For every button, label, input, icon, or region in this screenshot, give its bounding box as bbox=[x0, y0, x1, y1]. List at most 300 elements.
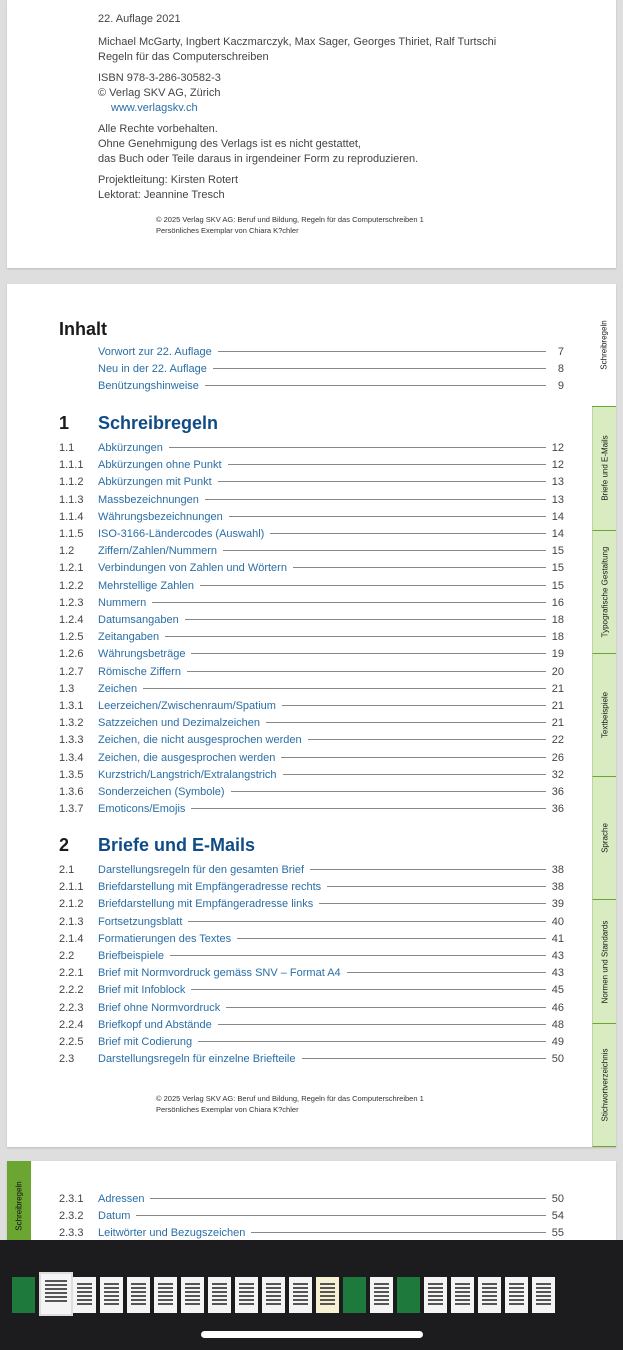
thumbnail-text-line bbox=[77, 1291, 92, 1293]
toc-entry-title[interactable]: Brief mit Infoblock bbox=[98, 984, 186, 997]
side-tab-textbeispiele[interactable] bbox=[592, 654, 616, 777]
thumbnail-text-line bbox=[77, 1295, 92, 1297]
page-thumbnail[interactable] bbox=[127, 1277, 154, 1313]
toc-entry[interactable] bbox=[59, 683, 564, 700]
toc-entry[interactable] bbox=[59, 459, 564, 476]
toc-entry-title[interactable]: Zeichen bbox=[98, 682, 138, 695]
toc-entry-page: 15 bbox=[551, 562, 564, 575]
toc-entry-page: 36 bbox=[551, 803, 564, 816]
thumbnail-text-line bbox=[266, 1283, 281, 1285]
toc-entry-title[interactable]: Brief ohne Normvordruck bbox=[98, 1001, 221, 1014]
thumbnail-text-line bbox=[45, 1284, 67, 1286]
toc-entry-title[interactable]: Briefbeispiele bbox=[98, 950, 165, 962]
toc-entry-title[interactable]: Briefdarstellung mit Empfängeradresse links bbox=[98, 898, 314, 911]
toc-leader-line bbox=[319, 903, 546, 904]
toc-entry[interactable] bbox=[59, 545, 564, 562]
chapter-number: 2 bbox=[59, 835, 70, 855]
thumbnail-text-line bbox=[320, 1303, 335, 1305]
toc-leader-line bbox=[302, 1058, 546, 1059]
toc-leader-line bbox=[293, 567, 546, 568]
toc-entry[interactable] bbox=[59, 898, 564, 915]
toc-entry-page: 14 bbox=[551, 528, 564, 540]
page-thumbnail[interactable] bbox=[478, 1277, 505, 1313]
toc-entry[interactable] bbox=[59, 363, 564, 380]
toc-leader-line bbox=[281, 757, 545, 758]
thumbnail-text-line bbox=[104, 1303, 119, 1305]
thumbnail-text-line bbox=[428, 1303, 443, 1305]
toc-leader-line bbox=[198, 1041, 546, 1042]
toc-entry[interactable] bbox=[59, 984, 564, 1001]
page-thumbnail[interactable] bbox=[154, 1277, 181, 1313]
toc-entry-number: 1.1.2 bbox=[59, 476, 84, 489]
toc-entry-title[interactable]: Abkürzungen mit Punkt bbox=[98, 476, 212, 489]
side-tab-label: Schreibregeln bbox=[599, 320, 609, 370]
toc-entry-title[interactable]: Neu in der 22. Auflage bbox=[98, 363, 207, 376]
toc-entry-title[interactable]: Abkürzungen ohne Punkt bbox=[98, 459, 222, 472]
thumbnail-text-line bbox=[158, 1287, 173, 1289]
toc-entry[interactable] bbox=[59, 864, 564, 881]
thumbnail-text-line bbox=[428, 1291, 443, 1293]
page-thumbnail[interactable] bbox=[181, 1277, 208, 1313]
toc-entry-page: 49 bbox=[551, 1036, 564, 1048]
toc-entry-title[interactable]: Römische Ziffern bbox=[98, 665, 181, 678]
thumbnail-text-line bbox=[374, 1295, 389, 1297]
toc-entry-number: 2.3 bbox=[59, 1053, 75, 1066]
thumbnail-text-line bbox=[158, 1295, 173, 1297]
chapter-number: 1 bbox=[59, 413, 70, 433]
toc-leader-line bbox=[237, 938, 546, 939]
toc-entry-title[interactable]: Datumsangaben bbox=[98, 614, 179, 626]
toc-entry-page: 15 bbox=[551, 545, 564, 558]
toc-leader-line bbox=[218, 481, 546, 482]
toc-entry[interactable] bbox=[59, 494, 564, 511]
page-thumbnail[interactable] bbox=[12, 1277, 39, 1313]
thumbnail-text-line bbox=[293, 1295, 308, 1297]
thumbnail-text-line bbox=[239, 1287, 254, 1289]
thumbnail-text-line bbox=[293, 1283, 308, 1285]
toc-entry[interactable] bbox=[59, 933, 564, 950]
toc-entry-title[interactable]: Mehrstellige Zahlen bbox=[98, 579, 194, 592]
toc-entry[interactable] bbox=[59, 528, 564, 545]
toc-entry-title[interactable]: Währungsbezeichnungen bbox=[98, 510, 223, 523]
thumbnail-text-line bbox=[509, 1299, 524, 1301]
toc-entry[interactable] bbox=[59, 916, 564, 933]
page-thumbnail[interactable] bbox=[343, 1277, 370, 1313]
toc-entry-page: 12 bbox=[551, 442, 564, 454]
side-tab-label: Textbeispiele bbox=[600, 691, 609, 739]
toc-entry-title[interactable]: Vorwort zur 22. Auflage bbox=[98, 346, 212, 358]
thumbnail-text-line bbox=[455, 1287, 470, 1289]
toc-entry[interactable] bbox=[59, 1193, 564, 1210]
toc-entry[interactable] bbox=[59, 580, 564, 597]
toc-entry-number: 1.2.7 bbox=[59, 665, 84, 678]
toc-entry[interactable] bbox=[59, 511, 564, 528]
toc-entry-number: 2.2.3 bbox=[59, 1001, 84, 1014]
thumbnail-text-line bbox=[185, 1283, 200, 1285]
thumbnail-text-line bbox=[293, 1303, 308, 1305]
toc-entry-page: 50 bbox=[551, 1053, 564, 1066]
toc-entry-title[interactable]: Leerzeichen/Zwischenraum/Spatium bbox=[98, 700, 276, 712]
toc-entry-title[interactable]: Leitwörter und Bezugszeichen bbox=[98, 1227, 246, 1240]
toc-entry-title[interactable]: Satzzeichen und Dezimalzeichen bbox=[98, 717, 261, 730]
contents-heading: Inhalt bbox=[59, 319, 107, 339]
toc-entry-page: 38 bbox=[551, 881, 564, 894]
thumbnail-text-line bbox=[266, 1291, 281, 1293]
toc-entry[interactable] bbox=[59, 1036, 564, 1053]
toc-entry-title[interactable]: Nummern bbox=[98, 596, 147, 609]
toc-entry-page: 32 bbox=[551, 768, 564, 781]
toc-entry-title[interactable]: Verbindungen von Zahlen und Wörtern bbox=[98, 562, 287, 575]
toc-entry-title[interactable]: Zeitangaben bbox=[98, 631, 160, 644]
toc-entry-page: 50 bbox=[551, 1193, 564, 1205]
toc-entry-page: 18 bbox=[551, 614, 564, 626]
toc-leader-line bbox=[266, 722, 546, 723]
toc-entry-title[interactable]: Briefdarstellung mit Empfängeradresse rechts bbox=[98, 881, 322, 894]
toc-entry-page: 13 bbox=[551, 476, 564, 489]
thumbnail-text-line bbox=[45, 1280, 67, 1282]
thumbnail-text-line bbox=[266, 1303, 281, 1305]
toc-entry-page: 16 bbox=[551, 596, 564, 609]
toc-entry[interactable] bbox=[59, 562, 564, 579]
page-thumbnail[interactable] bbox=[100, 1277, 127, 1313]
toc-leader-line bbox=[310, 869, 546, 870]
thumbnail-text-line bbox=[45, 1296, 67, 1298]
toc-entry-number: 2.2.4 bbox=[59, 1018, 84, 1031]
page-footer-owner: Persönliches Exemplar von Chiara K?chler bbox=[156, 226, 299, 235]
toc-entry-number: 1.3.6 bbox=[59, 786, 84, 798]
toc-entry-page: 21 bbox=[551, 682, 564, 695]
thumbnail-text-line bbox=[131, 1291, 146, 1293]
page-footer-owner: Persönliches Exemplar von Chiara K?chler bbox=[156, 1105, 299, 1114]
toc-entry[interactable] bbox=[59, 786, 564, 803]
page-thumbnail[interactable] bbox=[532, 1277, 559, 1313]
toc-entry-title[interactable]: Emoticons/Emojis bbox=[98, 803, 186, 816]
thumbnail-text-line bbox=[536, 1287, 551, 1289]
toc-entry-page: 43 bbox=[551, 967, 564, 980]
thumbnail-text-line bbox=[455, 1283, 470, 1285]
copyright-text: © Verlag SKV AG, Zürich bbox=[98, 87, 221, 99]
side-tab-normen-und-standards[interactable] bbox=[592, 900, 616, 1023]
toc-entry[interactable] bbox=[59, 700, 564, 717]
toc-entry-title[interactable]: Massbezeichnungen bbox=[98, 493, 199, 506]
toc-entry[interactable] bbox=[59, 614, 564, 631]
thumbnail-text-line bbox=[482, 1287, 497, 1289]
toc-entry-page: 41 bbox=[551, 932, 564, 945]
toc-leader-line bbox=[191, 653, 545, 654]
thumbnail-text-line bbox=[266, 1287, 281, 1289]
side-tab-typografische-gestaltung[interactable] bbox=[592, 531, 616, 654]
thumbnail-text-line bbox=[185, 1299, 200, 1301]
toc-entry[interactable] bbox=[59, 648, 564, 665]
thumbnail-text-line bbox=[77, 1283, 92, 1285]
toc-entry-title[interactable]: Adressen bbox=[98, 1193, 145, 1205]
page-thumbnail[interactable] bbox=[397, 1277, 424, 1313]
toc-entry[interactable] bbox=[59, 881, 564, 898]
thumbnail-text-line bbox=[104, 1299, 119, 1301]
thumbnail-text-line bbox=[509, 1287, 524, 1289]
thumbnail-text-line bbox=[455, 1303, 470, 1305]
toc-entry-title[interactable]: Brief mit Codierung bbox=[98, 1036, 193, 1048]
toc-entry-title[interactable]: Zeichen, die ausgesprochen werden bbox=[98, 751, 276, 764]
toc-entry-number: 2.3.2 bbox=[59, 1210, 84, 1223]
thumbnail-text-line bbox=[131, 1287, 146, 1289]
thumbnail-text-line bbox=[509, 1291, 524, 1293]
thumbnail-text-line bbox=[509, 1295, 524, 1297]
toc-entry-number: 1.1.4 bbox=[59, 510, 84, 523]
side-tab-schreibregeln[interactable] bbox=[592, 284, 616, 407]
toc-entry-title[interactable]: Datum bbox=[98, 1210, 131, 1223]
toc-entry-number: 2.2.2 bbox=[59, 984, 84, 997]
toc-entry-number: 2.2.5 bbox=[59, 1036, 84, 1048]
toc-entry-page: 39 bbox=[551, 898, 564, 911]
toc-entry-number: 2.2.1 bbox=[59, 967, 84, 980]
toc-entry-title[interactable]: Briefkopf und Abstände bbox=[98, 1018, 212, 1031]
side-tab-stichwortverzeichnis[interactable] bbox=[592, 1024, 616, 1147]
toc-entry-page: 40 bbox=[551, 915, 564, 928]
thumbnail-text-line bbox=[104, 1295, 119, 1297]
toc-entry-page: 48 bbox=[551, 1018, 564, 1031]
toc-entry[interactable] bbox=[59, 631, 564, 648]
thumbnail-strip bbox=[12, 1277, 559, 1316]
thumbnail-text-line bbox=[77, 1299, 92, 1301]
toc-entry-page: 13 bbox=[551, 493, 564, 506]
page-footer-copyright: © 2025 Verlag SKV AG: Beruf und Bildung, Regeln für das Computerschreiben 1 bbox=[156, 215, 424, 224]
website-link[interactable]: www.verlagskv.ch bbox=[111, 102, 198, 114]
toc-entry-number: 1.2 bbox=[59, 545, 75, 558]
thumbnail-text-line bbox=[374, 1303, 389, 1305]
side-tab-label: Normen und Standards bbox=[600, 920, 609, 1003]
toc-entry-number: 1.1.3 bbox=[59, 493, 84, 506]
page-thumbnail[interactable] bbox=[262, 1277, 289, 1313]
toc-entry-number: 1.3 bbox=[59, 682, 75, 695]
thumbnail-text-line bbox=[212, 1303, 227, 1305]
toc-entry-title[interactable]: Sonderzeichen (Symbole) bbox=[98, 786, 225, 798]
chapter-heading-1 bbox=[59, 413, 218, 434]
thumbnail-text-line bbox=[212, 1291, 227, 1293]
thumbnail-text-line bbox=[455, 1299, 470, 1301]
thumbnail-text-line bbox=[374, 1287, 389, 1289]
page-thumbnail[interactable] bbox=[289, 1277, 316, 1313]
toc-entry-title[interactable]: Brief mit Normvordruck gemäss SNV – Format A4 bbox=[98, 967, 341, 980]
rights-text-3: das Buch oder Teile daraus in irgendeiner Form zu reproduzieren. bbox=[98, 153, 419, 165]
toc-entry-number: 2.1 bbox=[59, 864, 75, 876]
thumbnail-text-line bbox=[320, 1299, 335, 1301]
thumbnail-text-line bbox=[428, 1283, 443, 1285]
toc-entry[interactable] bbox=[59, 752, 564, 769]
page-thumbnail[interactable] bbox=[316, 1277, 343, 1313]
side-tab-label: Sprache bbox=[600, 823, 609, 854]
toc-leader-line bbox=[223, 550, 546, 551]
thumbnail-text-line bbox=[77, 1287, 92, 1289]
toc-entry-title[interactable]: Benützungshinweise bbox=[98, 380, 199, 393]
toc-leader-line bbox=[165, 636, 546, 637]
rights-text-2: Ohne Genehmigung des Verlags ist es nicht gestattet, bbox=[98, 138, 361, 150]
toc-entry[interactable] bbox=[59, 1019, 564, 1036]
toc-entry-number: 1.3.4 bbox=[59, 751, 84, 764]
side-tab-label: Stichwortverzeichnis bbox=[600, 1048, 609, 1122]
toc-entry[interactable] bbox=[59, 1210, 564, 1227]
toc-entry-page: 43 bbox=[551, 950, 564, 962]
thumbnail-text-line bbox=[239, 1283, 254, 1285]
toc-entry-title[interactable]: Fortsetzungsblatt bbox=[98, 915, 183, 928]
toc-entry-number: 1.3.2 bbox=[59, 717, 84, 730]
edition-text: 22. Auflage 2021 bbox=[98, 13, 181, 25]
toc-entry-title[interactable]: Ziffern/Zahlen/Nummern bbox=[98, 545, 218, 558]
toc-leader-line bbox=[213, 368, 546, 369]
toc-entry[interactable] bbox=[59, 734, 564, 751]
thumbnail-text-line bbox=[293, 1291, 308, 1293]
thumbnail-text-line bbox=[185, 1303, 200, 1305]
toc-entry-number: 1.2.3 bbox=[59, 596, 84, 609]
toc-entry-page: 18 bbox=[551, 631, 564, 644]
home-indicator[interactable] bbox=[201, 1331, 423, 1338]
toc-entry-number: 1.1.1 bbox=[59, 459, 84, 472]
thumbnail-text-line bbox=[131, 1303, 146, 1305]
thumbnail-text-line bbox=[158, 1291, 173, 1293]
toc-entry[interactable] bbox=[59, 380, 564, 397]
thumbnail-text-line bbox=[266, 1295, 281, 1297]
project-lead-text: Projektleitung: Kirsten Rotert bbox=[98, 174, 239, 186]
toc-leader-line bbox=[228, 464, 546, 465]
chapter-title: Schreibregeln bbox=[98, 413, 219, 433]
thumbnail-text-line bbox=[185, 1291, 200, 1293]
toc-entry-page: 22 bbox=[551, 734, 564, 747]
toc-leader-line bbox=[143, 688, 546, 689]
toc-entry-number: 1.1 bbox=[59, 442, 75, 454]
thumbnail-text-line bbox=[536, 1291, 551, 1293]
toc-leader-line bbox=[270, 533, 545, 534]
page-contents-continued bbox=[7, 1161, 616, 1251]
thumbnail-text-line bbox=[482, 1299, 497, 1301]
thumbnail-text-line bbox=[428, 1299, 443, 1301]
thumbnail-text-line bbox=[320, 1295, 335, 1297]
toc-entry-number: 1.2.6 bbox=[59, 648, 84, 661]
side-tab-schreibregeln[interactable] bbox=[7, 1161, 31, 1251]
toc-entry-number: 1.3.3 bbox=[59, 734, 84, 747]
thumbnail-text-line bbox=[239, 1299, 254, 1301]
toc-leader-line bbox=[226, 1007, 545, 1008]
toc-entry-page: 54 bbox=[551, 1210, 564, 1223]
thumbnail-text-line bbox=[428, 1295, 443, 1297]
toc-leader-line bbox=[218, 351, 546, 352]
toc-entry-title[interactable]: Kurzstrich/Langstrich/Extralangstrich bbox=[98, 768, 277, 781]
toc-entry-title[interactable]: Währungsbeträge bbox=[98, 648, 186, 661]
toc-entry-title[interactable]: Darstellungsregeln für den gesamten Brief bbox=[98, 864, 305, 876]
toc-leader-line bbox=[188, 921, 545, 922]
page-thumbnail[interactable] bbox=[208, 1277, 235, 1313]
thumbnail-text-line bbox=[455, 1291, 470, 1293]
toc-entry[interactable] bbox=[59, 769, 564, 786]
toc-leader-line bbox=[152, 602, 545, 603]
toc-entry-title[interactable]: Darstellungsregeln für einzelne Briefteile bbox=[98, 1053, 296, 1066]
thumbnail-text-line bbox=[482, 1295, 497, 1297]
toc-entry-title[interactable]: Zeichen, die nicht ausgesprochen werden bbox=[98, 734, 302, 747]
thumbnail-text-line bbox=[536, 1303, 551, 1305]
toc-leader-line bbox=[185, 619, 546, 620]
toc-entry[interactable] bbox=[59, 1053, 564, 1070]
chapter-heading-2 bbox=[59, 835, 255, 856]
toc-entry-page: 21 bbox=[551, 717, 564, 730]
toc-entry-title[interactable]: Abkürzungen bbox=[98, 442, 163, 454]
toc-leader-line bbox=[229, 516, 546, 517]
editor-text: Lektorat: Jeannine Tresch bbox=[98, 189, 225, 201]
page-thumbnail[interactable] bbox=[451, 1277, 478, 1313]
thumbnail-text-line bbox=[212, 1283, 227, 1285]
page-thumbnail[interactable] bbox=[73, 1277, 100, 1313]
toc-entry[interactable] bbox=[59, 476, 564, 493]
toc-entry-title[interactable]: ISO-3166-Ländercodes (Auswahl) bbox=[98, 528, 265, 540]
toc-entry-page: 8 bbox=[557, 363, 564, 376]
thumbnail-text-line bbox=[45, 1292, 67, 1294]
page-imprint bbox=[7, 0, 616, 268]
toc-leader-line bbox=[251, 1232, 545, 1233]
toc-leader-line bbox=[231, 791, 546, 792]
thumbnail-text-line bbox=[374, 1299, 389, 1301]
side-tab-briefe-und-e-mails[interactable] bbox=[592, 407, 616, 530]
toc-entry-number: 1.2.4 bbox=[59, 614, 84, 626]
toc-leader-line bbox=[282, 705, 546, 706]
toc-entry-number: 1.3.7 bbox=[59, 803, 84, 816]
toc-entry-page: 14 bbox=[551, 510, 564, 523]
toc-entry[interactable] bbox=[59, 346, 564, 363]
page-thumbnail[interactable] bbox=[424, 1277, 451, 1313]
toc-entry-number: 1.2.2 bbox=[59, 579, 84, 592]
toc-entry-number: 1.1.5 bbox=[59, 528, 84, 540]
thumbnail-text-line bbox=[45, 1288, 67, 1290]
toc-entry[interactable] bbox=[59, 803, 564, 820]
page-thumbnail[interactable] bbox=[505, 1277, 532, 1313]
thumbnail-text-line bbox=[482, 1303, 497, 1305]
toc-entry-page: 20 bbox=[551, 665, 564, 678]
page-thumbnail[interactable] bbox=[370, 1277, 397, 1313]
toc-entry[interactable] bbox=[59, 1002, 564, 1019]
thumbnail-text-line bbox=[131, 1299, 146, 1301]
toc-entry-number: 1.3.1 bbox=[59, 700, 84, 712]
toc-entry-page: 36 bbox=[551, 786, 564, 798]
toc-entry[interactable] bbox=[59, 717, 564, 734]
toc-entry[interactable] bbox=[59, 597, 564, 614]
toc-entry-title[interactable]: Formatierungen des Textes bbox=[98, 932, 232, 945]
toc-entry-page: 55 bbox=[551, 1227, 564, 1240]
toc-entry[interactable] bbox=[59, 442, 564, 459]
toc-leader-line bbox=[308, 739, 546, 740]
thumbnail-text-line bbox=[509, 1303, 524, 1305]
thumbnail-text-line bbox=[320, 1291, 335, 1293]
toc-leader-line bbox=[136, 1215, 545, 1216]
toc-entry-number: 2.1.1 bbox=[59, 881, 84, 894]
thumbnail-text-line bbox=[320, 1287, 335, 1289]
page-thumbnail[interactable] bbox=[39, 1272, 73, 1316]
page-thumbnail[interactable] bbox=[235, 1277, 262, 1313]
thumbnail-text-line bbox=[428, 1287, 443, 1289]
toc-entry[interactable] bbox=[59, 666, 564, 683]
thumbnail-text-line bbox=[374, 1283, 389, 1285]
side-tab-sprache[interactable] bbox=[592, 777, 616, 900]
toc-entry[interactable] bbox=[59, 950, 564, 967]
toc-entry-page: 12 bbox=[551, 459, 564, 472]
toc-entry-page: 21 bbox=[551, 700, 564, 712]
thumbnail-text-line bbox=[212, 1287, 227, 1289]
toc-entry[interactable] bbox=[59, 967, 564, 984]
thumbnail-text-line bbox=[482, 1283, 497, 1285]
thumbnail-text-line bbox=[104, 1283, 119, 1285]
authors-text: Michael McGarty, Ingbert Kaczmarczyk, Max Sager, Georges Thiriet, Ralf Turtschi bbox=[98, 36, 497, 48]
thumbnail-text-line bbox=[185, 1287, 200, 1289]
thumbnail-text-line bbox=[455, 1295, 470, 1297]
toc-leader-line bbox=[169, 447, 546, 448]
thumbnail-text-line bbox=[536, 1295, 551, 1297]
page-contents bbox=[7, 284, 616, 1147]
